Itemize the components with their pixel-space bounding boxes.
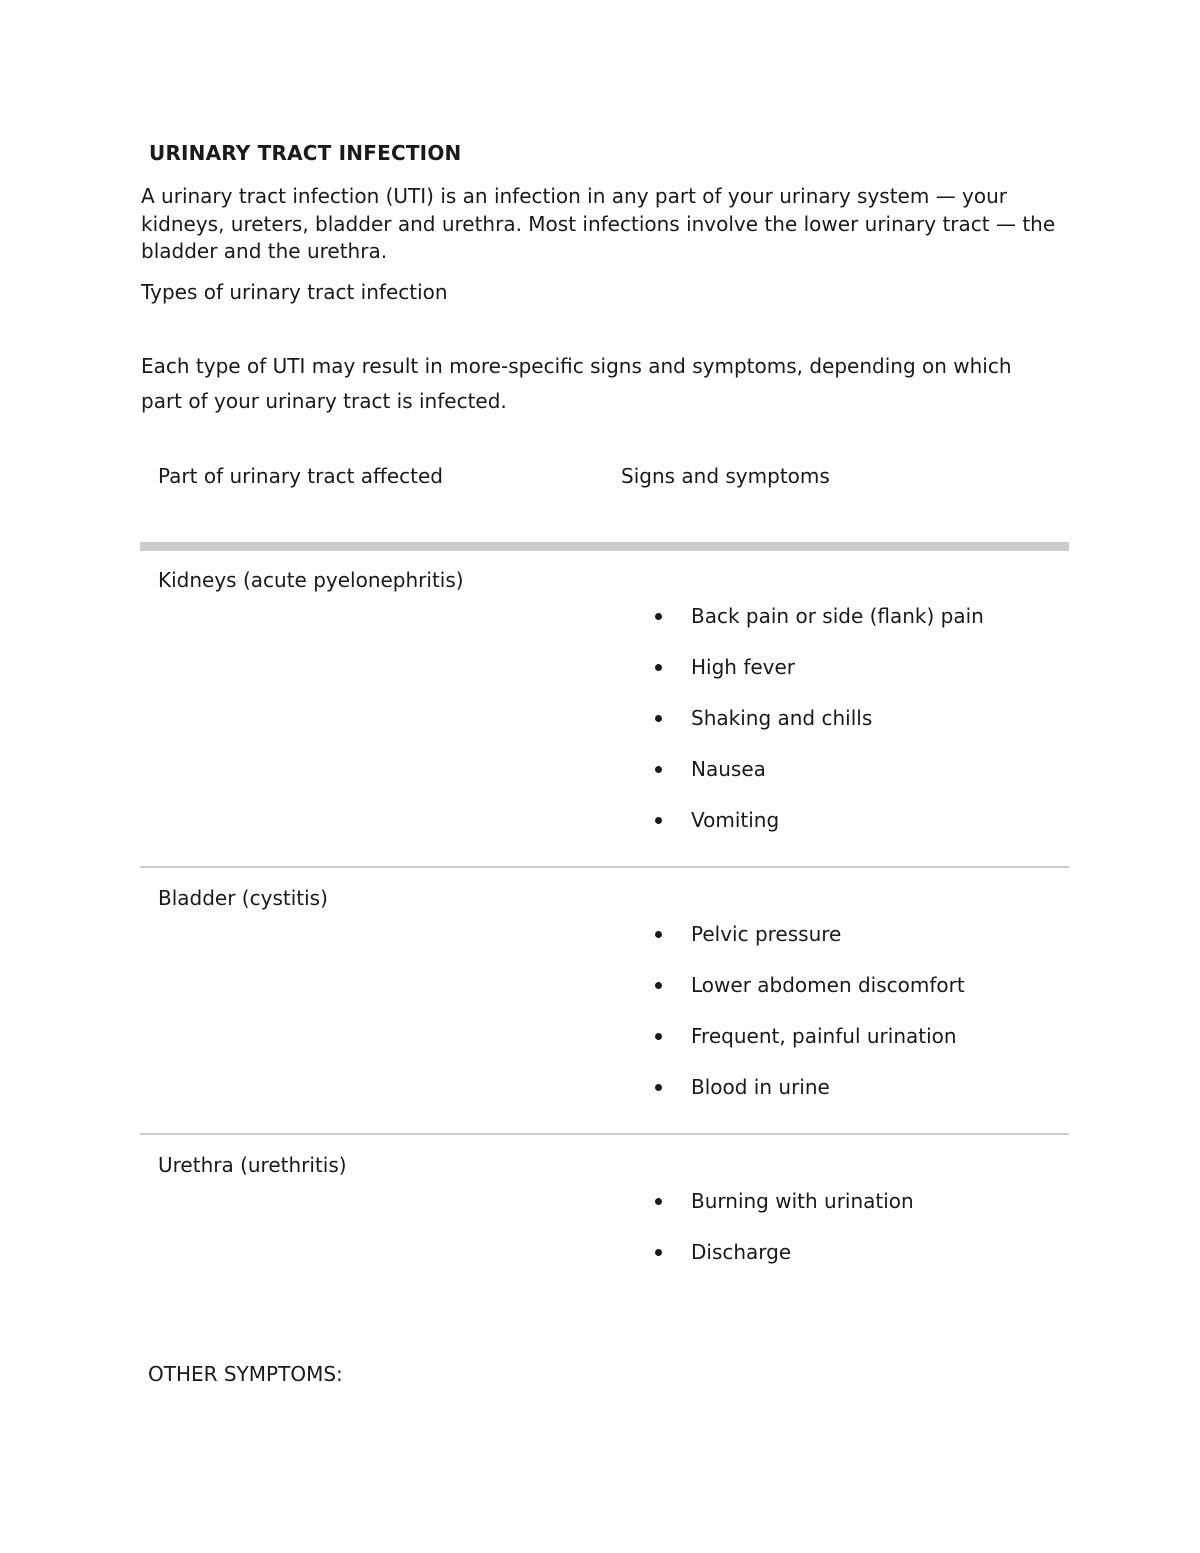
table-row-part-bladder: Bladder (cystitis) (158, 886, 328, 910)
bullet-icon (655, 817, 662, 824)
table-header-signs: Signs and symptoms (621, 464, 830, 488)
table-header-part: Part of urinary tract affected (158, 464, 443, 488)
table-header-divider (140, 542, 1069, 551)
table-row-part-urethra: Urethra (urethritis) (158, 1153, 347, 1177)
table-row-divider (140, 1133, 1069, 1135)
symptom-text: Lower abdomen discomfort (691, 973, 965, 997)
intro-paragraph: A urinary tract infection (UTI) is an infection in any part of your urinary system — your kidneys, ureters, bladder and urethra. Most infections involve the lower urinary tract — the bladder and the urethra. (141, 184, 1056, 263)
list-item (650, 655, 984, 706)
document-title: URINARY TRACT INFECTION (149, 141, 462, 165)
symptom-text: High fever (691, 655, 796, 679)
bullet-icon (655, 715, 662, 722)
symptom-text: Blood in urine (691, 1075, 830, 1099)
list-item (650, 757, 984, 808)
symptom-text: Pelvic pressure (691, 922, 842, 946)
bullet-icon (655, 1198, 662, 1205)
symptom-text: Shaking and chills (691, 706, 873, 730)
list-item (650, 706, 984, 757)
types-heading: Types of urinary tract infection (141, 280, 448, 304)
list-item (650, 1189, 914, 1240)
bullet-icon (655, 982, 662, 989)
symptom-list-urethra (650, 1189, 914, 1291)
list-item (650, 1075, 965, 1126)
list-item (650, 1024, 965, 1075)
bullet-icon (655, 766, 662, 773)
symptom-text: Burning with urination (691, 1189, 914, 1213)
list-item (650, 973, 965, 1024)
bullet-icon (655, 931, 662, 938)
symptom-text: Back pain or side (flank) pain (691, 604, 984, 628)
list-item (650, 604, 984, 655)
symptom-list-bladder (650, 922, 965, 1126)
symptom-list-kidneys (650, 604, 984, 859)
symptom-text: Frequent, painful urination (691, 1024, 957, 1048)
table-row-divider (140, 866, 1069, 868)
symptom-text: Nausea (691, 757, 766, 781)
each-type-paragraph: Each type of UTI may result in more-specific signs and symptoms, depending on which part of your urinary tract is infected. (141, 354, 1012, 413)
symptom-text: Vomiting (691, 808, 780, 832)
list-item (650, 1240, 914, 1291)
bullet-icon (655, 1084, 662, 1091)
other-symptoms-heading: OTHER SYMPTOMS: (148, 1362, 343, 1386)
bullet-icon (655, 664, 662, 671)
bullet-icon (655, 613, 662, 620)
symptom-text: Discharge (691, 1240, 792, 1264)
bullet-icon (655, 1249, 662, 1256)
list-item (650, 922, 965, 973)
table-row-part-kidneys: Kidneys (acute pyelonephritis) (158, 568, 464, 592)
bullet-icon (655, 1033, 662, 1040)
list-item (650, 808, 984, 859)
